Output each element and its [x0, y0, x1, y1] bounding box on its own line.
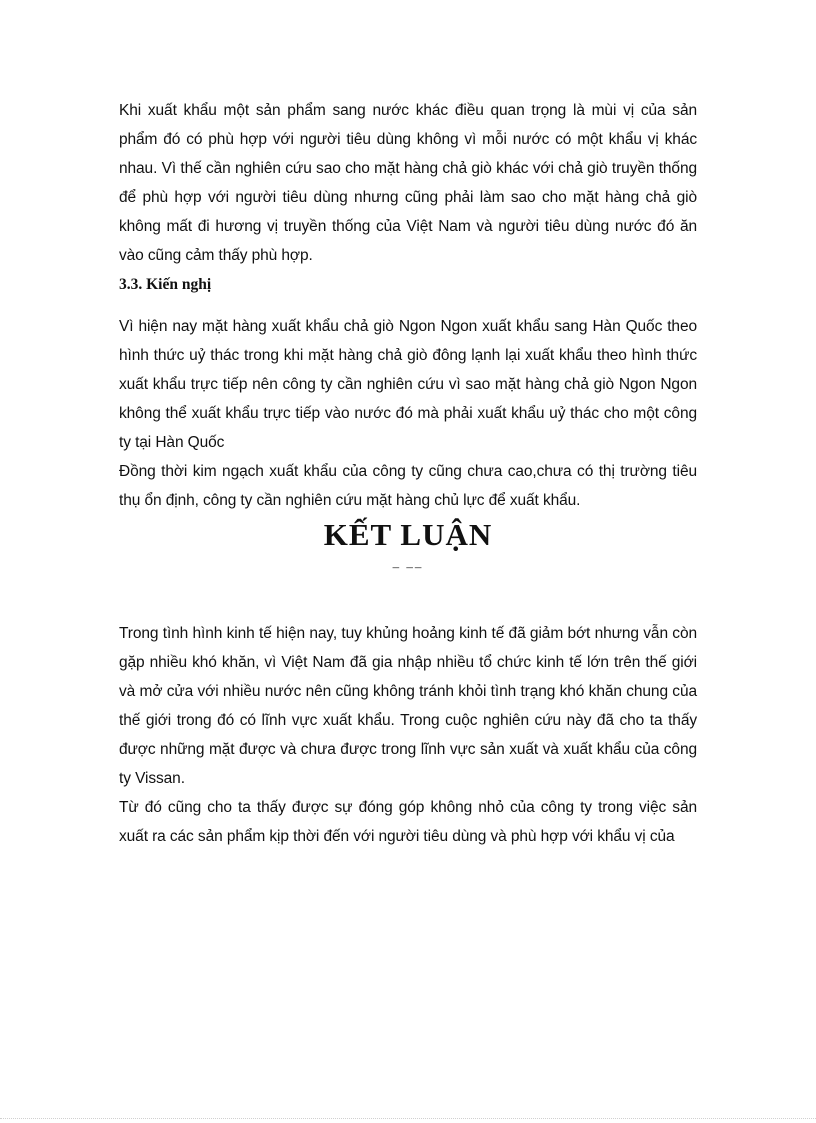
page-bottom-divider [0, 1118, 816, 1119]
page-content [119, 96, 697, 851]
conclusion-paragraph-2: Từ đó cũng cho ta thấy được sự đóng góp không nhỏ của công ty trong việc sản xuất ra các sản phẩm kịp thời đến với người tiêu dùng và phù hợp với khẩu vị của [119, 799, 697, 845]
title-ornament: – –– [392, 559, 424, 574]
recommendation-paragraph-1: Vì hiện nay mặt hàng xuất khẩu chả giò Ngon Ngon xuất khẩu sang Hàn Quốc theo hình thức uỷ thác trong khi mặt hàng chả giò đông lạnh lại xuất khẩu theo hình thức xuất khẩu trực tiếp nên công ty cần nghiên cứu vì sao mặt hàng chả giò Ngon Ngon không thể xuất khẩu trực tiếp vào nước đó mà phải xuất khẩu uỷ thác cho một công ty tại Hàn Quốc [119, 318, 697, 451]
recommendation-paragraph-2: Đồng thời kim ngạch xuất khẩu của công ty cũng chưa cao,chưa có thị trường tiêu thụ ổn định, công ty cần nghiên cứu mặt hàng chủ lực để xuất khẩu. [119, 463, 697, 509]
intro-paragraph: Khi xuất khẩu một sản phẩm sang nước khác điều quan trọng là mùi vị của sản phẩm đó có phù hợp với người tiêu dùng không vì mỗi nước có một khẩu vị khác nhau. Vì thế cần nghiên cứu sao cho mặt hàng chả giò khác với chả giò truyền thống để phù hợp với người tiêu dùng nhưng cũng phải làm sao cho mặt hàng chả giò không mất đi hương vị truyền thống của Việt Nam và người tiêu dùng nước đó ăn vào cũng cảm thấy phù hợp. [119, 102, 697, 264]
conclusion-title: KẾT LUẬN [323, 517, 493, 552]
section-heading-recommendations: 3.3. Kiến nghị [119, 276, 212, 293]
conclusion-paragraph-1: Trong tình hình kinh tế hiện nay, tuy khủng hoảng kinh tế đã giảm bớt nhưng vẫn còn gặp nhiều khó khăn, vì Việt Nam đã gia nhập nhiều tổ chức kinh tế lớn trên thế giới và mở cửa với nhiều nước nên cũng không tránh khỏi tình trạng khó khăn chung của thế giới trong đó có lĩnh vực xuất khẩu. Trong cuộc nghiên cứu này đã cho ta thấy được những mặt được và chưa được trong lĩnh vực sản xuất và xuất khẩu của công ty Vissan. [119, 625, 697, 787]
